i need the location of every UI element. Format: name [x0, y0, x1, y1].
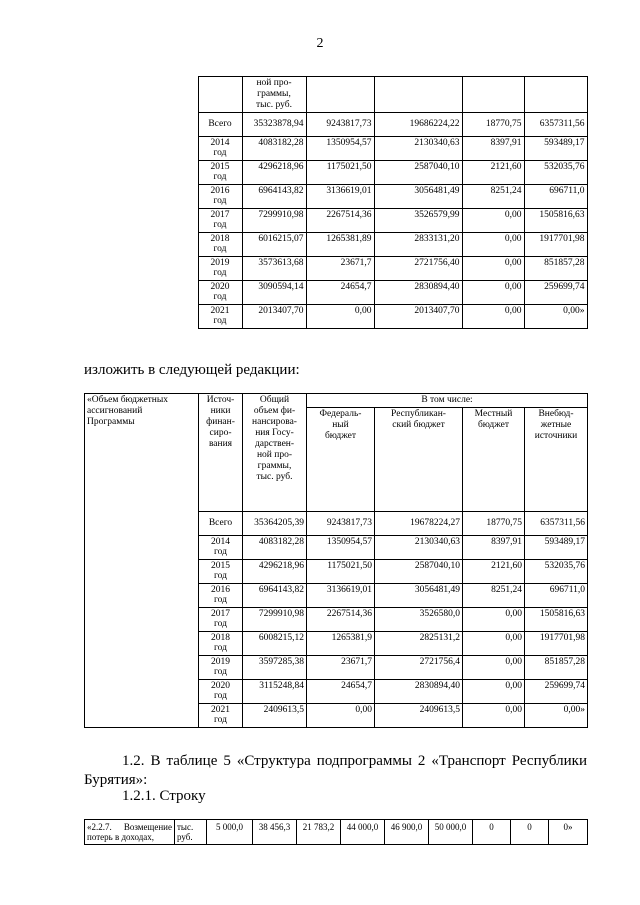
republic-cell: 2130340,63: [374, 137, 462, 161]
republic-cell: 2830894,40: [375, 680, 463, 704]
table-subprogram-row: [84, 819, 588, 845]
federal-cell: 1175021,50: [306, 161, 374, 185]
paragraph-1-2-1: 1.2.1. Строку: [122, 788, 206, 804]
republic-cell: 2587040,10: [375, 560, 463, 584]
federal-cell: 3136619,01: [307, 584, 375, 608]
source-cell: Всего: [198, 113, 242, 137]
item-name-cell: «2.2.7. Возмещение потерь в доходах,: [85, 820, 175, 845]
local-cell: 18770,75: [462, 113, 524, 137]
source-cell: 2019 год: [198, 257, 242, 281]
total-cell: 4296218,96: [242, 161, 306, 185]
value-cell: 21 783,2: [297, 820, 341, 845]
republic-cell: 2721756,40: [374, 257, 462, 281]
local-cell: 0,00: [463, 704, 525, 728]
federal-cell: 23671,7: [307, 656, 375, 680]
total-cell: 2409613,5: [243, 704, 307, 728]
intro-text: изложить в следующей редакции:: [84, 362, 300, 378]
paragraph-1-2: 1.2. В таблице 5 «Структура подпрограммы 2 «Транспорт Республики Бурятия»:: [84, 753, 587, 788]
including-header: В том числе:: [307, 394, 588, 408]
source-cell: 2021 год: [199, 704, 243, 728]
blank-cell: [84, 77, 198, 329]
source-cell: 2018 год: [198, 233, 242, 257]
extrabudget-cell: 1505816,63: [525, 608, 588, 632]
total-cell: 7299910,98: [243, 608, 307, 632]
sources-header: Источ- ники финан- сиро- вания: [199, 394, 243, 512]
republic-cell: 19678224,27: [375, 512, 463, 536]
federal-cell: 0,00: [307, 704, 375, 728]
republic-cell: 2013407,70: [374, 305, 462, 329]
value-cell: 46 900,0: [385, 820, 429, 845]
source-cell: 2015 год: [198, 161, 242, 185]
republic-cell: 2130340,63: [375, 536, 463, 560]
total-cell: 3573613,68: [242, 257, 306, 281]
federal-cell: 2267514,36: [307, 608, 375, 632]
table-new-version: [84, 393, 588, 728]
local-cell: 0,00: [462, 209, 524, 233]
local-cell: 8251,24: [463, 584, 525, 608]
extrabudget-cell: 0,00»: [525, 704, 588, 728]
federal-cell: 9243817,73: [306, 113, 374, 137]
extrabudget-cell: 532035,76: [525, 560, 588, 584]
local-cell: 0,00: [462, 257, 524, 281]
republic-cell: 2721756,4: [375, 656, 463, 680]
federal-cell: 2267514,36: [306, 209, 374, 233]
extrabudget-cell: 1917701,98: [524, 233, 587, 257]
source-cell: 2014 год: [199, 536, 243, 560]
extrabudget-cell: 6357311,56: [524, 113, 587, 137]
table-old-version: [84, 76, 588, 329]
source-cell: 2020 год: [198, 281, 242, 305]
total-cell: 6016215,07: [242, 233, 306, 257]
total-cell: 4296218,96: [243, 560, 307, 584]
extrabudget-cell: 259699,74: [524, 281, 587, 305]
total-cell: 3597285,38: [243, 656, 307, 680]
value-cell: 50 000,0: [429, 820, 473, 845]
value-cell: 44 000,0: [341, 820, 385, 845]
page-number: 2: [316, 36, 324, 51]
total-cell: 4083182,28: [243, 536, 307, 560]
total-cell: 3115248,84: [243, 680, 307, 704]
src-cell: [198, 77, 242, 113]
republic-cell: 3526579,99: [374, 209, 462, 233]
federal-cell: 0,00: [306, 305, 374, 329]
total-cell: 6964143,82: [243, 584, 307, 608]
federal-cell: 1350954,57: [306, 137, 374, 161]
total-cell: 35323878,94: [242, 113, 306, 137]
source-cell: 2016 год: [199, 584, 243, 608]
budget-allocation-label: «Объем бюджетных ассигнований Программы: [85, 394, 199, 728]
extrabudget-cell: 6357311,56: [525, 512, 588, 536]
federal-cell: 1350954,57: [307, 536, 375, 560]
local-cell: 0,00: [463, 680, 525, 704]
local-cell: 0,00: [463, 632, 525, 656]
federal-cell: 3136619,01: [306, 185, 374, 209]
republic-cell: 2833131,20: [374, 233, 462, 257]
local-cell: 0,00: [462, 281, 524, 305]
local-cell: 2121,60: [463, 560, 525, 584]
extrabudget-cell: 0,00»: [524, 305, 587, 329]
value-cell: 0: [511, 820, 549, 845]
federal-budget-header: Федераль- ный бюджет: [307, 408, 375, 512]
republic-cell: 3056481,49: [374, 185, 462, 209]
federal-cell: 1175021,50: [307, 560, 375, 584]
source-cell: 2015 год: [199, 560, 243, 584]
value-cell: 0»: [549, 820, 588, 845]
source-cell: 2017 год: [198, 209, 242, 233]
source-cell: 2021 год: [198, 305, 242, 329]
total-volume-header: Общий объем фи- нансирова- ния Госу- дарствен- ной про- граммы, тыс. руб.: [243, 394, 307, 512]
value-cell: 38 456,3: [253, 820, 297, 845]
total-cell: 6008215,12: [243, 632, 307, 656]
federal-cell: 1265381,89: [306, 233, 374, 257]
source-cell: Всего: [199, 512, 243, 536]
extrabudget-cell: 696711,0: [524, 185, 587, 209]
federal-cell: 9243817,73: [307, 512, 375, 536]
total-cell: 2013407,70: [242, 305, 306, 329]
federal-cell: 24654,7: [306, 281, 374, 305]
federal-cell: 23671,7: [306, 257, 374, 281]
extrabudget-cell: 532035,76: [524, 161, 587, 185]
unit-cell: тыс. руб.: [175, 820, 207, 845]
republic-cell: 2830894,40: [374, 281, 462, 305]
federal-cell: 1265381,9: [307, 632, 375, 656]
republic-cell: 3526580,0: [375, 608, 463, 632]
extrabudget-cell: 1505816,63: [524, 209, 587, 233]
total-header-continued: ной про- граммы, тыс. руб.: [242, 77, 306, 113]
source-cell: 2017 год: [199, 608, 243, 632]
local-budget-header: Местный бюджет: [463, 408, 525, 512]
total-cell: 3090594,14: [242, 281, 306, 305]
extrabudget-cell: 593489,17: [524, 137, 587, 161]
republic-cell: 2825131,2: [375, 632, 463, 656]
local-cell: 2121,60: [462, 161, 524, 185]
republic-cell: 2409613,5: [375, 704, 463, 728]
extrabudget-cell: 1917701,98: [525, 632, 588, 656]
federal-cell: 24654,7: [307, 680, 375, 704]
local-cell: 0,00: [462, 305, 524, 329]
value-cell: 5 000,0: [207, 820, 253, 845]
local-cell: 18770,75: [463, 512, 525, 536]
total-cell: 35364205,39: [243, 512, 307, 536]
republic-cell: 3056481,49: [375, 584, 463, 608]
total-cell: 6964143,82: [242, 185, 306, 209]
republic-cell: 2587040,10: [374, 161, 462, 185]
local-cell: 8397,91: [462, 137, 524, 161]
republic-cell: 19686224,22: [374, 113, 462, 137]
source-cell: 2020 год: [199, 680, 243, 704]
extrabudget-cell: 851857,28: [525, 656, 588, 680]
local-cell: 0,00: [462, 233, 524, 257]
local-cell: 0,00: [463, 656, 525, 680]
value-cell: 0: [473, 820, 511, 845]
extrabudget-cell: 696711,0: [525, 584, 588, 608]
source-cell: 2016 год: [198, 185, 242, 209]
local-cell: 8251,24: [462, 185, 524, 209]
extrabudget-cell: 593489,17: [525, 536, 588, 560]
source-cell: 2014 год: [198, 137, 242, 161]
local-cell: 0,00: [463, 608, 525, 632]
total-cell: 7299910,98: [242, 209, 306, 233]
extrabudget-cell: 851857,28: [524, 257, 587, 281]
extrabudget-cell: 259699,74: [525, 680, 588, 704]
source-cell: 2018 год: [199, 632, 243, 656]
total-cell: 4083182,28: [242, 137, 306, 161]
source-cell: 2019 год: [199, 656, 243, 680]
local-cell: 8397,91: [463, 536, 525, 560]
extrabudget-header: Внебюд- жетные источники: [525, 408, 588, 512]
republic-budget-header: Республикан- ский бюджет: [375, 408, 463, 512]
